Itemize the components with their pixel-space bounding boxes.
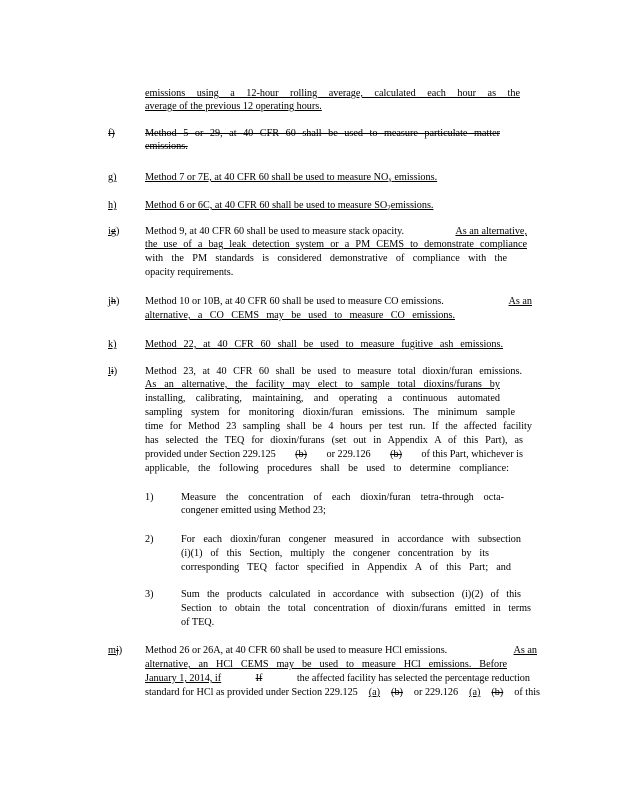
item-l-line-4: sampling system for monitoring dioxin/furan emissions. The minimum sample (145, 407, 515, 418)
item-l-line-2: As an alternative, the facility may elect to sample total dioxins/furans by (145, 379, 500, 390)
item-m-line-3-a: January 1, 2014, if (145, 673, 222, 684)
item-m-line-4-inserted-1: (a) (368, 687, 381, 698)
item-g-text-b: emissions. (394, 172, 438, 183)
item-h-label: h) (108, 200, 117, 211)
item-m-label (108, 645, 122, 657)
item-h-text-a: Method 6 or 6C, at 40 CFR 60 shall be used to measure SO (145, 200, 388, 211)
item-l-sub-3-line-2: Section to obtain the total concentration of dioxin/furans emitted in terms (181, 603, 531, 614)
item-k-label: k) (108, 339, 117, 350)
item-l-line-7-b: or 229.126 (326, 449, 371, 460)
item-l-label-close: ) (113, 366, 118, 377)
item-l-label-old: i (110, 366, 114, 377)
item-l-sub-2-label: 2) (145, 534, 154, 545)
item-i-line-1-a: Method 9, at 40 CFR 60 shall be used to measure stack opacity. (145, 226, 405, 237)
item-m-line-1-a: Method 26 or 26A, at 40 CFR 60 shall be used to measure HCl emissions. (145, 645, 448, 656)
item-m-line-1-b: As an (513, 645, 537, 656)
item-l-sub-2-line-2: (i)(1) of this Section, multiply the congener concentration by its (181, 548, 489, 559)
item-l-line-7-deleted-1: (b) (295, 449, 308, 460)
item-j-label-close: ) (115, 296, 120, 307)
item-m-label-close: ) (118, 645, 123, 656)
item-j-label (108, 296, 119, 308)
item-j-label-new: j (108, 296, 111, 307)
item-i-line-1 (145, 226, 527, 238)
item-l-label-new: l (108, 366, 111, 377)
item-l-line-3: installing, calibrating, maintaining, and operating a continuous automated (145, 393, 500, 404)
item-m-label-new: m (108, 645, 116, 656)
item-j-line-1-b: As an (508, 296, 532, 307)
item-l-sub-3-label: 3) (145, 589, 154, 600)
item-l-sub-2-line-1: For each dioxin/furan congener measured in accordance with subsection (181, 534, 521, 545)
item-i-line-2: the use of a bag leak detection system or a PM CEMS to demonstrate compliance (145, 239, 527, 250)
item-l-line-7-deleted-2: (b) (390, 449, 402, 460)
item-l-sub-3-line-3: of TEQ. (181, 617, 215, 628)
item-l-sub-1-line-2: congener emitted using Method 23; (181, 505, 326, 516)
item-i-line-3: with the PM standards is considered demonstrative of compliance with the (145, 253, 507, 264)
item-m-line-3 (145, 673, 530, 685)
item-g-text (145, 172, 437, 186)
item-f-label: f) (108, 128, 115, 139)
item-g-label: g) (108, 172, 117, 183)
item-f-line-1: Method 5 or 29, at 40 CFR 60 shall be used to measure particulate matter (145, 128, 500, 139)
item-g-subscript: x (388, 176, 392, 184)
item-i-label-close: ) (115, 226, 120, 237)
item-l-sub-1-line-1: Measure the concentration of each dioxin/furan tetra-through octa- (181, 492, 504, 503)
item-m-line-4-a: standard for HCl as provided under Section 229.125 (145, 687, 358, 698)
item-h-subscript: 2 (387, 204, 391, 212)
item-i-line-1-b: As an alternative, (455, 226, 527, 237)
item-m-line-4-deleted-2: (b) (491, 687, 504, 698)
intro-line-2: average of the previous 12 operating hours. (145, 101, 322, 112)
item-m-line-4-b: or 229.126 (413, 687, 459, 698)
item-l-line-1: Method 23, at 40 CFR 60 shall be used to measure total dioxin/furan emissions. (145, 366, 522, 377)
intro-line-1: emissions using a 12-hour rolling average, calculated each hour as the (145, 88, 520, 99)
item-i-label-old: g (110, 226, 116, 237)
item-h-text-b: emissions. (390, 200, 434, 211)
item-m-line-4-inserted-2: (a) (469, 687, 481, 698)
item-m-line-4 (145, 687, 540, 699)
item-i-label-new: i (108, 226, 111, 237)
item-m-label-old: j (115, 645, 119, 656)
item-k-text: Method 22, at 40 CFR 60 shall be used to measure fugitive ash emissions. (145, 339, 503, 350)
item-m-line-3-deleted: If (255, 673, 263, 684)
item-j-line-1 (145, 296, 532, 308)
item-j-line-2: alternative, a CO CEMS may be used to measure CO emissions. (145, 310, 455, 321)
item-m-line-4-c: of this (514, 687, 540, 698)
item-l-sub-1-label: 1) (145, 492, 154, 503)
item-l-line-8: applicable, the following procedures shall be used to determine compliance: (145, 463, 509, 474)
item-m-line-2: alternative, an HCl CEMS may be used to measure HCl emissions. Before (145, 659, 507, 670)
item-i-label (108, 226, 119, 238)
item-f-line-2: emissions. (145, 141, 188, 152)
item-l-sub-2-line-3: corresponding TEQ factor specified in Appendix A of this Part; and (181, 562, 511, 573)
item-l-line-7 (145, 449, 523, 461)
item-l-line-5: time for Method 23 sampling shall be 4 hours per test run. If the affected facility (145, 421, 532, 432)
item-i-line-4: opacity requirements. (145, 267, 234, 278)
item-l-line-7-c: of this Part, whichever is (421, 449, 523, 460)
item-m-line-4-deleted-1: (b) (391, 687, 403, 698)
item-l-line-7-a: provided under Section 229.125 (145, 449, 276, 460)
item-m-line-1 (145, 645, 537, 657)
item-l-line-6: has selected the TEQ for dioxin/furans (set out in Appendix A of this Part), as (145, 435, 523, 446)
item-g-text-a: Method 7 or 7E, at 40 CFR 60 shall be used to measure NO (145, 172, 389, 183)
item-m-line-3-b: the affected facility has selected the percentage reduction (296, 673, 530, 684)
item-j-line-1-a: Method 10 or 10B, at 40 CFR 60 shall be used to measure CO emissions. (145, 296, 444, 307)
item-h-text (145, 200, 433, 214)
item-l-sub-3-line-1: Sum the products calculated in accordance with subsection (i)(2) of this (181, 589, 521, 600)
item-j-label-old: h (110, 296, 116, 307)
item-l-label (108, 366, 117, 378)
